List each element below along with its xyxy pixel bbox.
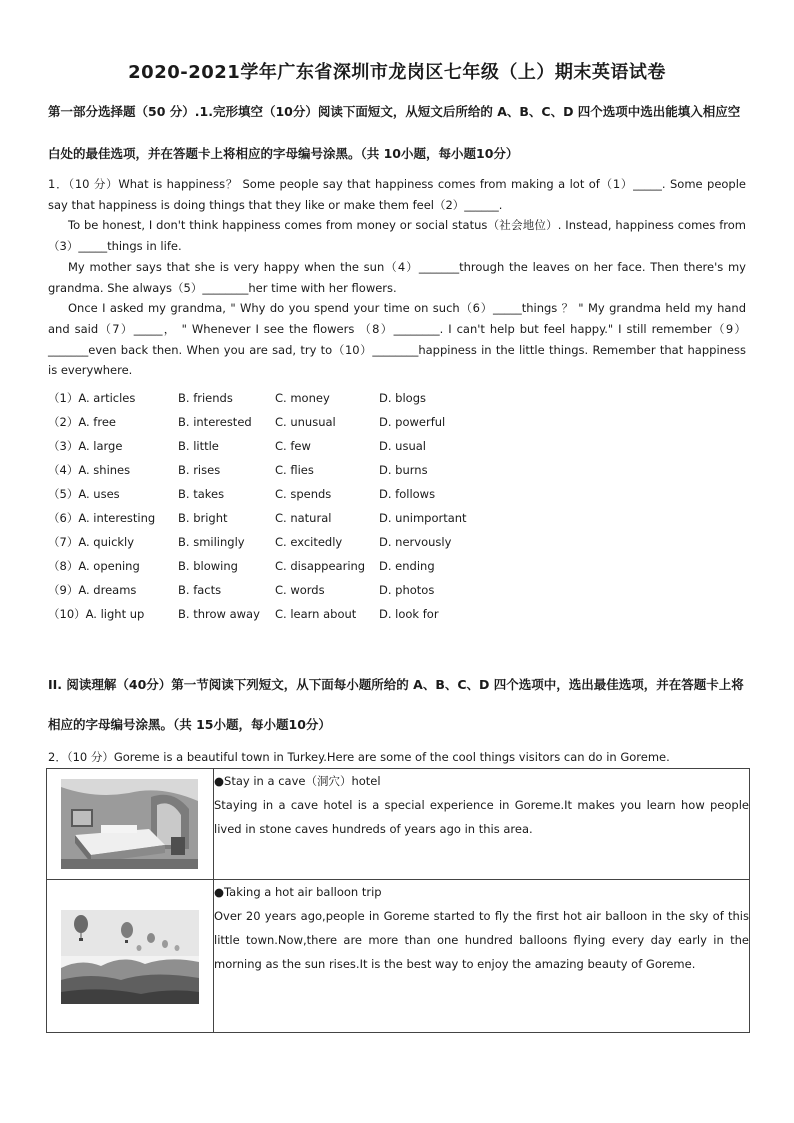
hot-air-balloon-photo: [61, 910, 199, 1004]
cave-hotel-photo: [61, 779, 198, 869]
option-a: （7）A. quickly: [48, 535, 135, 549]
option-b: B. facts: [178, 583, 222, 597]
text-cell: [214, 769, 750, 880]
table-row: [47, 769, 750, 880]
option-row: [48, 554, 499, 578]
option-row: [48, 530, 499, 554]
exam-title: 2020-2021学年广东省深圳市龙岗区七年级（上）期末英语试卷: [128, 62, 666, 83]
option-d: D. nervously: [379, 535, 452, 549]
option-b: B. throw away: [178, 607, 260, 621]
option-a: （5）A. uses: [48, 487, 120, 501]
text-cell: [214, 880, 750, 1033]
item-heading: ●Stay in a cave（洞穴）hotel: [214, 774, 381, 788]
option-a: （8）A. opening: [48, 559, 140, 573]
option-a: （1）A. articles: [48, 391, 136, 405]
q1-paragraph: 1．（10 分）What is happiness？ Some people say that happiness comes from making a lot of（1）_____. Some people say that happiness is doing things that they like or make them feel（2）______.: [48, 177, 746, 212]
item-text: Staying in a cave hotel is a special experience in Goreme.It makes you learn how people lived in stone caves hundreds of years ago in this area.: [214, 798, 749, 836]
option-c: C. natural: [275, 511, 332, 525]
option-a: （4）A. shines: [48, 463, 131, 477]
option-b: B. takes: [178, 487, 225, 501]
option-b: B. bright: [178, 511, 228, 525]
item-heading: ●Taking a hot air balloon trip: [214, 885, 382, 899]
option-b: B. smilingly: [178, 535, 245, 549]
option-row: [48, 602, 499, 626]
option-b: B. blowing: [178, 559, 238, 573]
option-d: D. blogs: [379, 391, 426, 405]
option-a: （2）A. free: [48, 415, 116, 429]
item-text: Over 20 years ago,people in Goreme started to fly the first hot air balloon in the sky of this little town.Now,there are more than one hundred balloons flying every day early in the morning as the sun rises.It is the best way to enjoy the amazing beauty of Goreme.: [214, 909, 749, 971]
q1-paragraph: To be honest, I don't think happiness comes from money or social status（社会地位）. Instead, happiness comes from（3）_____things in life.: [48, 218, 746, 254]
goreme-activities-table: [46, 768, 750, 1033]
q1-options-list: [48, 386, 499, 626]
part1-heading-line2: 白处的最佳选项，并在答题卡上将相应的字母编号涂黑。（共 10小题，每小题10分）: [48, 146, 519, 161]
option-row: [48, 482, 499, 506]
q2-intro: 2．（10 分）Goreme is a beautiful town in Turkey.Here are some of the cool things visitors can do in Goreme.: [48, 750, 670, 764]
option-d: D. ending: [379, 559, 435, 573]
option-d: D. powerful: [379, 415, 446, 429]
image-cell: [47, 769, 214, 880]
option-d: D. burns: [379, 463, 428, 477]
option-b: B. friends: [178, 391, 233, 405]
option-row: [48, 386, 499, 410]
option-c: C. disappearing: [275, 559, 366, 573]
option-c: C. unusual: [275, 415, 336, 429]
option-row: [48, 410, 499, 434]
q1-paragraph: My mother says that she is very happy when the sun（4）_______through the leaves on her face. Then there's my grandma. She always（5）________her time with her flowers.: [48, 259, 746, 295]
option-a: （10）A. light up: [48, 607, 145, 621]
option-c: C. excitedly: [275, 535, 343, 549]
option-row: [48, 578, 499, 602]
q1-paragraph: Once I asked my grandma, " Why do you spend your time on such（6）_____things ？ " My grandma held my hand and said（7）_____， " Whenever I see the flowers （8）________. I can't help but feel happy." I still remember（9）_______even back then. When you are sad, try to（10）________happiness in the little things. Remember that happiness is everywhere.: [48, 301, 746, 378]
option-d: D. look for: [379, 607, 439, 621]
option-a: （3）A. large: [48, 439, 123, 453]
option-a: （6）A. interesting: [48, 511, 156, 525]
table-row: [47, 880, 750, 1033]
option-row: [48, 458, 499, 482]
option-c: C. money: [275, 391, 330, 405]
option-b: B. rises: [178, 463, 221, 477]
part1-heading-line1: 第一部分选择题（50 分）.1.完形填空（10分）阅读下面短文，从短文后所给的 A、B、C、D 四个选项中选出能填入相应空: [48, 104, 741, 119]
option-b: B. little: [178, 439, 219, 453]
option-row: [48, 506, 499, 530]
option-d: D. photos: [379, 583, 435, 597]
option-c: C. flies: [275, 463, 314, 477]
part2-heading-line2: 相应的字母编号涂黑。（共 15小题，每小题10分）: [48, 717, 331, 732]
option-c: C. few: [275, 439, 311, 453]
part2-heading-line1: II. 阅读理解（40分）第一节阅读下列短文，从下面每小题所给的 A、B、C、D 四个选项中，选出最佳选项，并在答题卡上将: [48, 677, 744, 692]
option-d: D. unimportant: [379, 511, 467, 525]
option-row: [48, 434, 499, 458]
option-c: C. words: [275, 583, 325, 597]
option-c: C. spends: [275, 487, 332, 501]
option-c: C. learn about: [275, 607, 357, 621]
option-d: D. usual: [379, 439, 426, 453]
option-a: （9）A. dreams: [48, 583, 137, 597]
option-b: B. interested: [178, 415, 252, 429]
image-cell: [47, 880, 214, 1033]
q1-passage: [48, 174, 746, 381]
option-d: D. follows: [379, 487, 436, 501]
